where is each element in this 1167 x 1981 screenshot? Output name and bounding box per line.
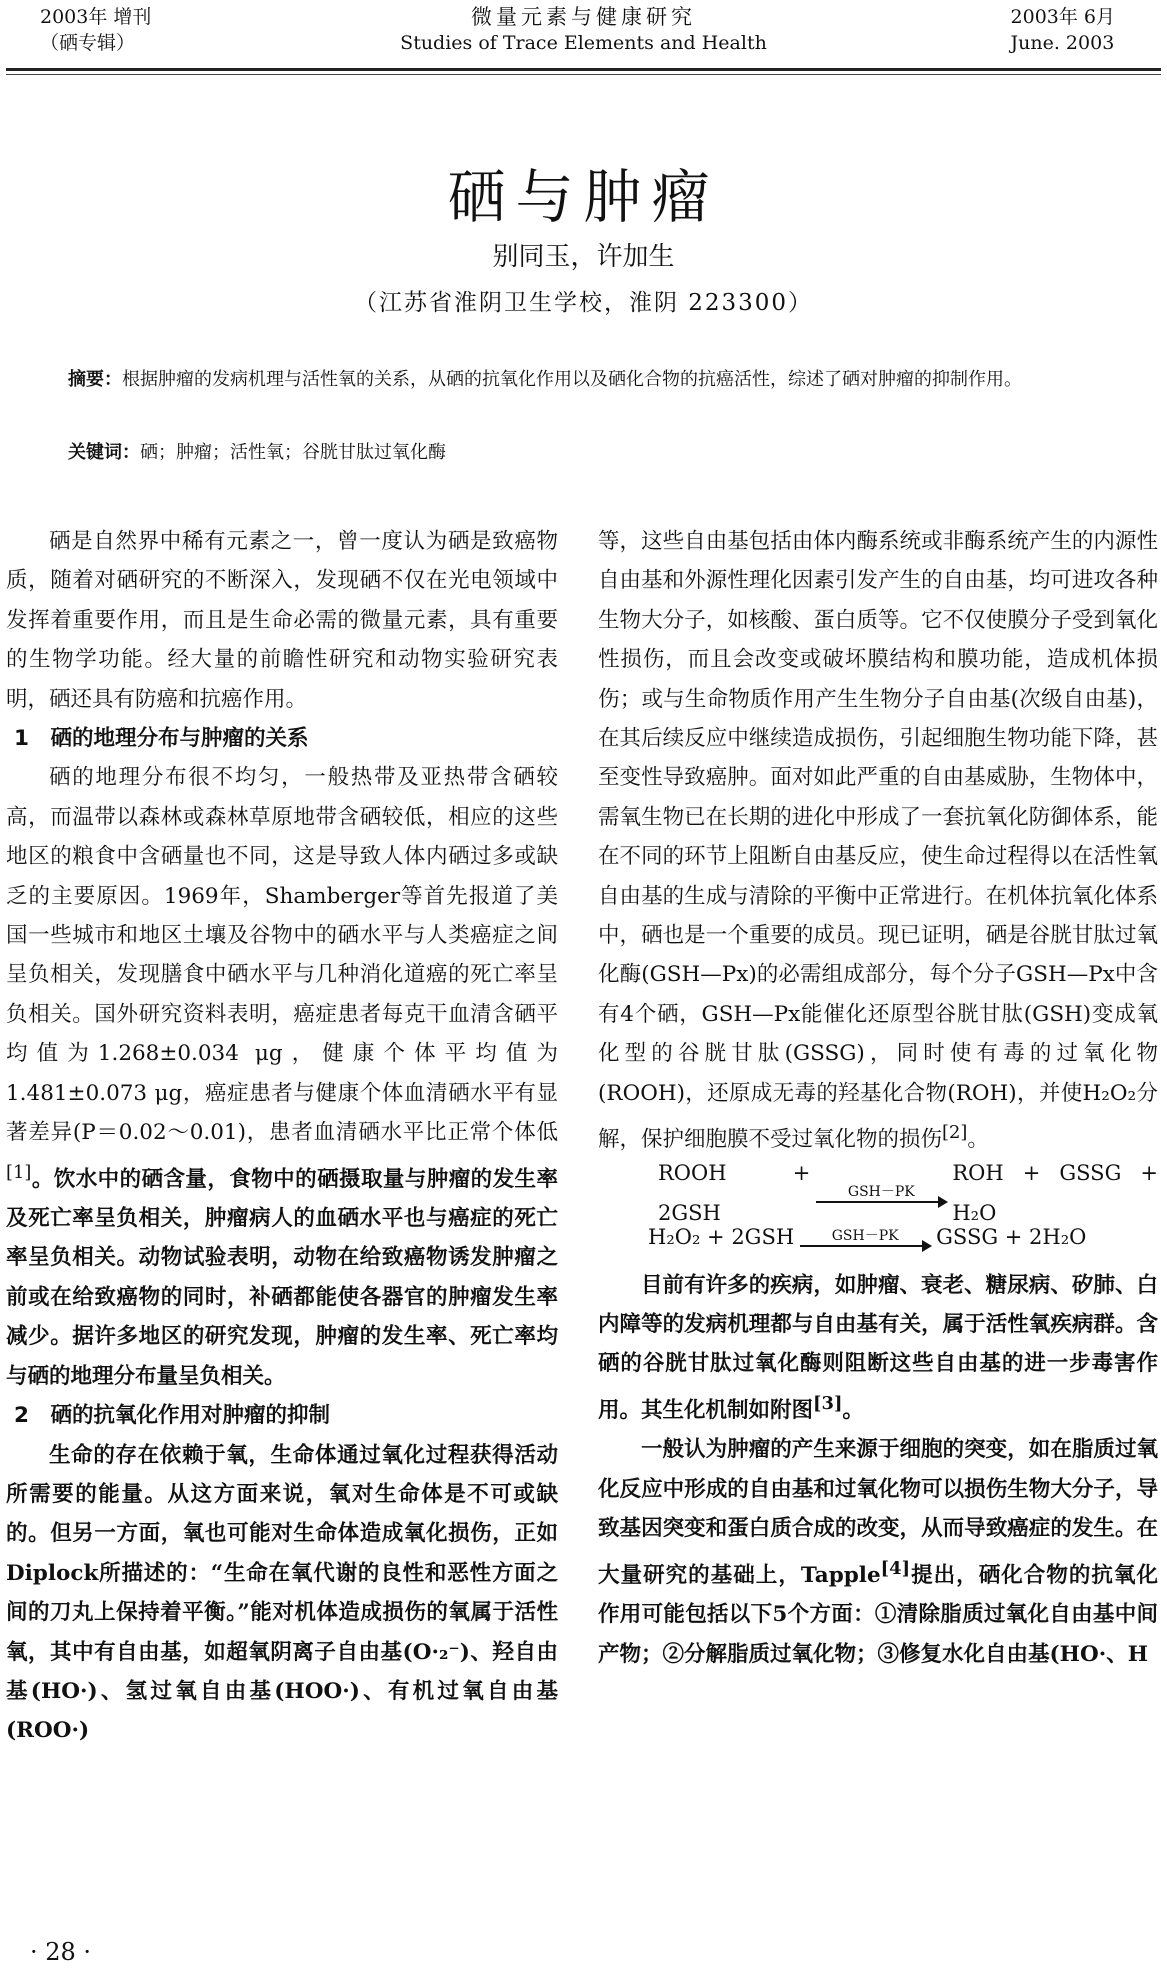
article-affiliation: （江苏省淮阴卫生学校，淮阴 223300） xyxy=(353,290,814,316)
section-heading-1: 1 硒的地理分布与肿瘤的关系 xyxy=(14,726,309,752)
disease-end: 。 xyxy=(842,1398,864,1424)
reaction-arrow-icon xyxy=(816,1185,946,1203)
header-rule-thick xyxy=(6,68,1161,71)
page-number: · 28 · xyxy=(30,1938,92,1966)
abstract xyxy=(68,364,1108,396)
citation-2[interactable]: [2] xyxy=(942,1122,968,1144)
header-date-en: June. 2003 xyxy=(1010,32,1115,54)
continued-text: 等，这些自由基包括由体内酶系统或非酶系统产生的内源性自由基和外源性理化因素引发产生的自由基，均可进攻各种生物大分子，如核酸、蛋白质等。它不仅使膜分子受到氧化性损伤，而且会改变或破坏膜结构和膜功能，造成机体损伤；或与生命物质作用产生生物分子自由基(次级自由基)，在其后续反应中继续造成损伤，引起细胞生物功能下降，甚至变性导致癌肿。面对如此严重的自由基威胁，生物体中，需氧生物已在长期的进化中形成了一套抗氧化防御体系，能在不同的环节上阻断自由基反应，使生命过程得以在活性氧自由基的生成与清除的平衡中正常进行。在机体抗氧化体系中，硒也是一个重要的成员。现已证明，硒是谷胱甘肽过氧化酶(GSH—Px)的必需组成部分，每个分子GSH—Px中含有4个硒，GSH—Px能催化还原型谷胱甘肽(GSH)变成氧化型的谷胱甘肽(GSSG)，同时使有毒的过氧化物(ROOH)，还原成无毒的羟基化合物(ROH)，并使H₂O₂分解，保护细胞膜不受过氧化物的损伤 xyxy=(598,529,1158,1153)
citation-3[interactable]: [3] xyxy=(813,1392,843,1414)
mechanism-text-a: 一般认为肿瘤的产生来源于细胞的突变，如在脂质过氧化反应中形成的自由基和过氧化物可以损伤生物大分子，导致基因突变和蛋白质合成的改变，从而导致癌症的发生。在大量研究的基础上，Tapple xyxy=(598,1437,1158,1588)
equation-2-catalyst: GSH－PK xyxy=(831,1227,899,1244)
section1-text-a: 硒的地理分布很不均匀，一般热带及亚热带含硒较高，而温带以森林或森林草原地带含硒较低，相应的这些地区的粮食中含硒量也不同，这是导致人体内硒过多或缺乏的主要原因。1969年，Shamberger等首先报道了美国一些城市和地区土壤及谷物中的硒水平与人类癌症之间呈负相关，发现膳食中硒水平与几种消化道癌的死亡率呈负相关。国外研究资料表明，癌症患者每克干血清含硒平均值为1.268±0.034 μg，健康个体平均值为1.481±0.073 μg，癌症患者与健康个体血清硒水平有显著差异(P＝0.02～0.01)，患者血清硒水平比正常个体低 xyxy=(6,765,558,1146)
journal-title-cn: 微量元素与健康研究 xyxy=(471,5,696,29)
header-issue-year: 2003年 增刊 xyxy=(40,6,152,28)
mechanism-paragraph xyxy=(598,1430,1158,1674)
citation-4[interactable]: [4] xyxy=(880,1557,911,1579)
section2-paragraph: 生命的存在依赖于氧，生命体通过氧化过程获得活动所需要的能量。从这方面来说，氧对生命体是不可或缺的。但另一方面，氧也可能对生命体造成氧化损伤，正如Diplock所描述的：“生命在氧代谢的良性和恶性方面之间的刀丸上保持着平衡。”能对机体造成损伤的氧属于活性氧，其中有自由基，如超氧阴离子自由基(O·₂⁻)、羟自由基(HO·)、氢过氧自由基(HOO·)、有机过氧自由基(ROO·) xyxy=(6,1442,558,1744)
header-issue-special: （硒专辑） xyxy=(40,32,136,54)
equation-1-catalyst: GSH－PK xyxy=(847,1183,915,1200)
reaction-equations xyxy=(598,1161,1158,1260)
disease-text: 目前有许多的疾病，如肿瘤、衰老、糖尿病、矽肺、白内障等的发病机理都与自由基有关，属于活性氧疾病群。含硒的谷胱甘肽过氧化酶则阻断这些自由基的进一步毒害作用。其生化机制如附图 xyxy=(598,1272,1158,1424)
equation-1-products: ROH + GSSG + H₂O xyxy=(952,1161,1158,1225)
reaction-arrow-icon xyxy=(800,1229,930,1247)
equation-2-reactants: H₂O₂ + 2GSH xyxy=(648,1224,795,1249)
header-journal xyxy=(0,4,1167,60)
journal-title-en: Studies of Trace Elements and Health xyxy=(400,32,767,54)
article-title: 硒与肿瘤 xyxy=(447,163,720,231)
header-date xyxy=(1011,4,1115,60)
abstract-label: 摘要： xyxy=(68,369,122,390)
keywords-text: 硒；肿瘤；活性氧；谷胱甘肽过氧化酶 xyxy=(140,442,446,463)
keywords-label: 关键词： xyxy=(68,442,140,463)
header-rule-thin xyxy=(6,74,1161,75)
continued-end: 。 xyxy=(967,1127,989,1153)
keywords xyxy=(68,438,1108,468)
equation-2 xyxy=(598,1216,1158,1260)
article-authors: 别同玉，许加生 xyxy=(492,242,675,272)
continued-paragraph xyxy=(598,522,1158,1160)
right-column xyxy=(598,522,1158,1674)
mechanism-text-b: 提出，硒化合物的抗氧化作用可能包括以下5个方面：①清除脂质过氧化自由基中间产物；②分解脂质过氧化物；③修复水化自由基(HO·、H xyxy=(598,1562,1158,1667)
header-date-cn: 2003年 6月 xyxy=(1010,6,1115,28)
section1-text-b: 。饮水中的硒含量，食物中的硒摄取量与肿瘤的发生率及死亡率呈负相关，肿瘤病人的血硒水平也与癌症的死亡率呈负相关。动物试验表明，动物在给致癌物诱发肿瘤之前或在给致癌物的同时，补硒都能使各器官的肿瘤发生率减少。据许多地区的研究发现，肿瘤的发生率、死亡率均与硒的地理分布量呈负相关。 xyxy=(6,1166,558,1389)
abstract-text: 根据肿瘤的发病机理与活性氧的关系，从硒的抗氧化作用以及硒化合物的抗癌活性，综述了硒对肿瘤的抑制作用。 xyxy=(122,369,1022,390)
disease-paragraph xyxy=(598,1266,1158,1431)
equation-1 xyxy=(598,1161,1158,1225)
citation-1[interactable]: [1] xyxy=(6,1161,32,1183)
section1-paragraph xyxy=(6,758,558,1396)
section-heading-2: 2 硒的抗氧化作用对肿瘤的抑制 xyxy=(14,1403,330,1429)
left-column xyxy=(6,522,558,1751)
equation-1-reactants: ROOH + 2GSH xyxy=(658,1161,811,1225)
intro-paragraph: 硒是自然界中稀有元素之一，曾一度认为硒是致癌物质，随着对硒研究的不断深入，发现硒不仅在光电领域中发挥着重要作用，而且是生命必需的微量元素，具有重要的生物学功能。经大量的前瞻性研究和动物实验研究表明，硒还具有防癌和抗癌作用。 xyxy=(6,529,558,712)
equation-2-products: GSSG + 2H₂O xyxy=(936,1224,1087,1249)
